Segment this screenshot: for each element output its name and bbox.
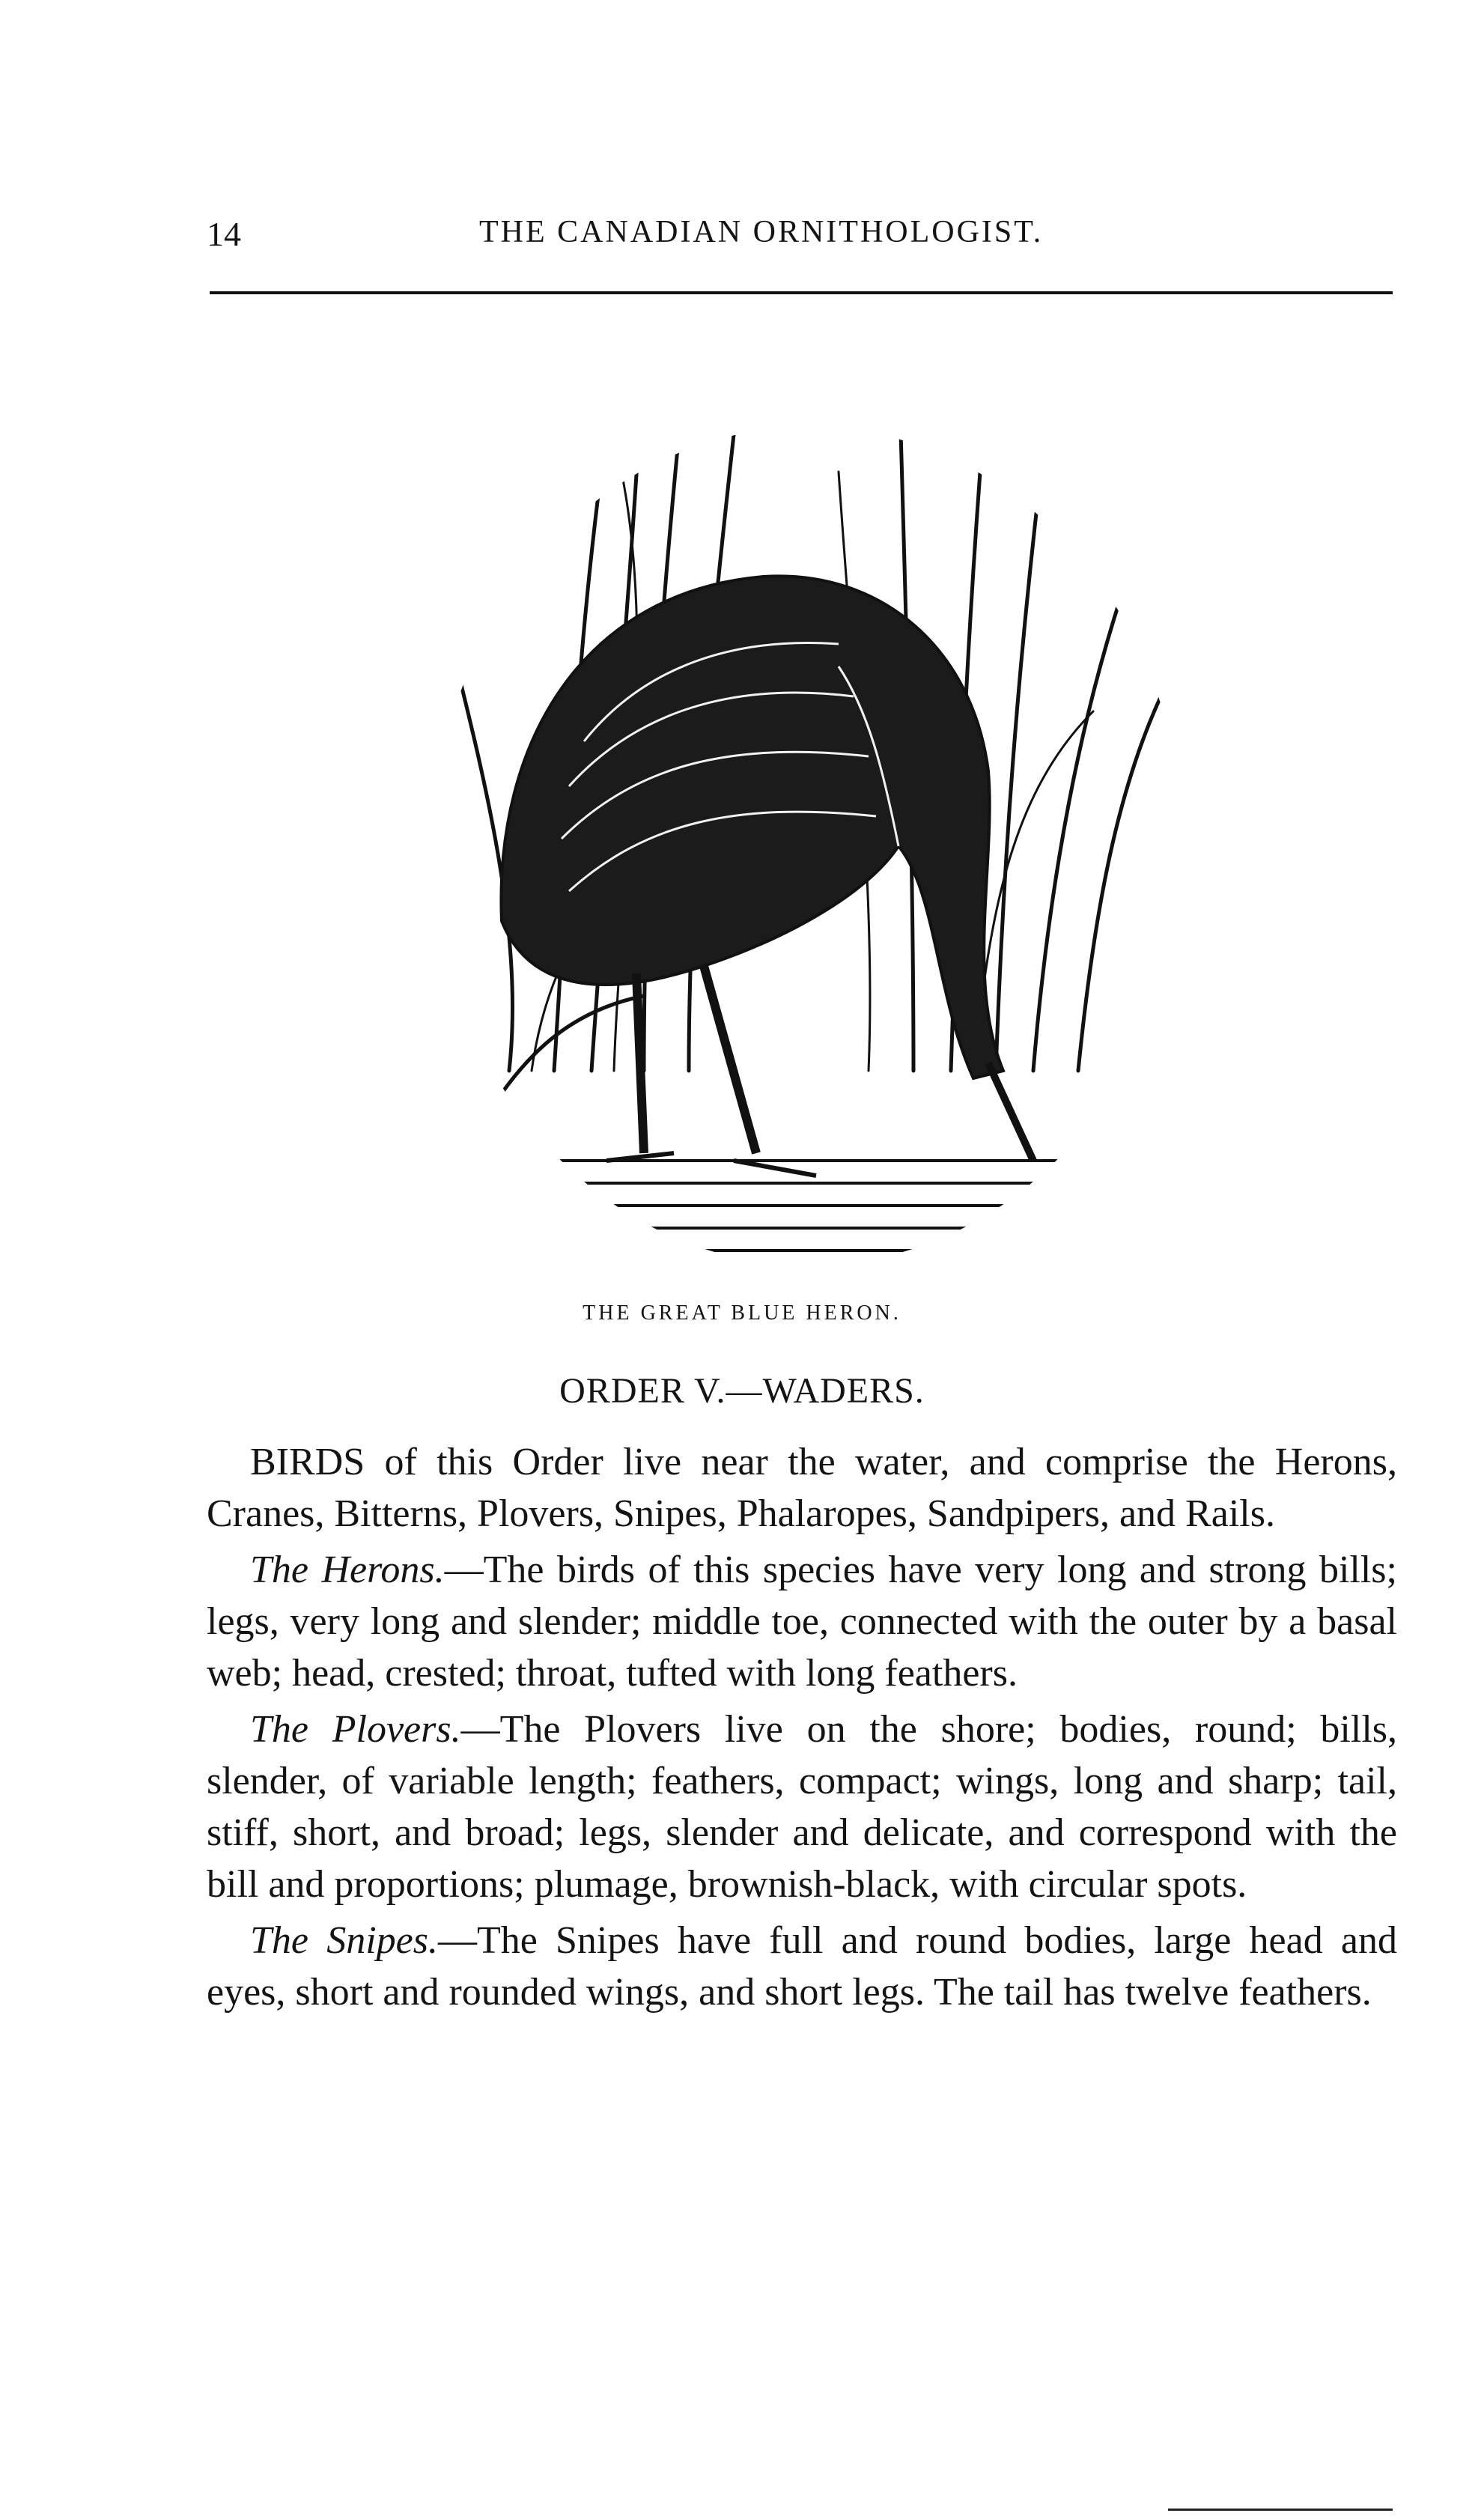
paragraph-herons <box>207 1544 1397 1699</box>
heron-engraving-icon <box>419 322 1198 1288</box>
paragraph-text: —The Plovers live on the shore; bodies, round; bills, slender, of variable length; feathers, compact; wings, long and sharp; tail, stiff, short, and broad; legs, slender and delicate, and correspond with the bill and proportions; plumage, brownish-black, with circular spots. <box>207 1708 1398 1906</box>
section-heading: ORDER V.—WADERS. <box>559 1371 925 1411</box>
paragraph-intro <box>207 1436 1397 1540</box>
paragraph-text: of this Order live near the water, and comprise the Herons, Cranes, Bitterns, Plovers, Snipes, Phalaropes, Sandpipers, and Rails. <box>207 1441 1397 1535</box>
paragraph-plovers <box>207 1704 1397 1910</box>
paragraph-lead: BIRDS <box>250 1441 365 1483</box>
paragraph-term: The Snipes. <box>250 1919 438 1962</box>
bottom-rule <box>1168 2509 1393 2511</box>
body-text <box>207 1436 1397 2023</box>
paragraph-term: The Herons. <box>250 1549 445 1591</box>
running-head: THE CANADIAN ORNITHOLOGIST. <box>479 215 1044 249</box>
paragraph-term: The Plovers. <box>250 1708 461 1751</box>
paragraph-text: —The Snipes have full and round bodies, large head and eyes, short and rounded wings, and short legs. The tail has twelve feathers. <box>207 1919 1397 2014</box>
paragraph-text: —The birds of this species have very long and strong bills; legs, very long and slender; middle toe, connected with the outer by a basal web; head, crested; throat, tufted with long feathers. <box>207 1549 1397 1695</box>
figure-caption: THE GREAT BLUE HERON. <box>583 1301 901 1325</box>
header-rule <box>210 291 1393 294</box>
page-number: 14 <box>207 215 241 253</box>
paragraph-snipes <box>207 1915 1397 2018</box>
